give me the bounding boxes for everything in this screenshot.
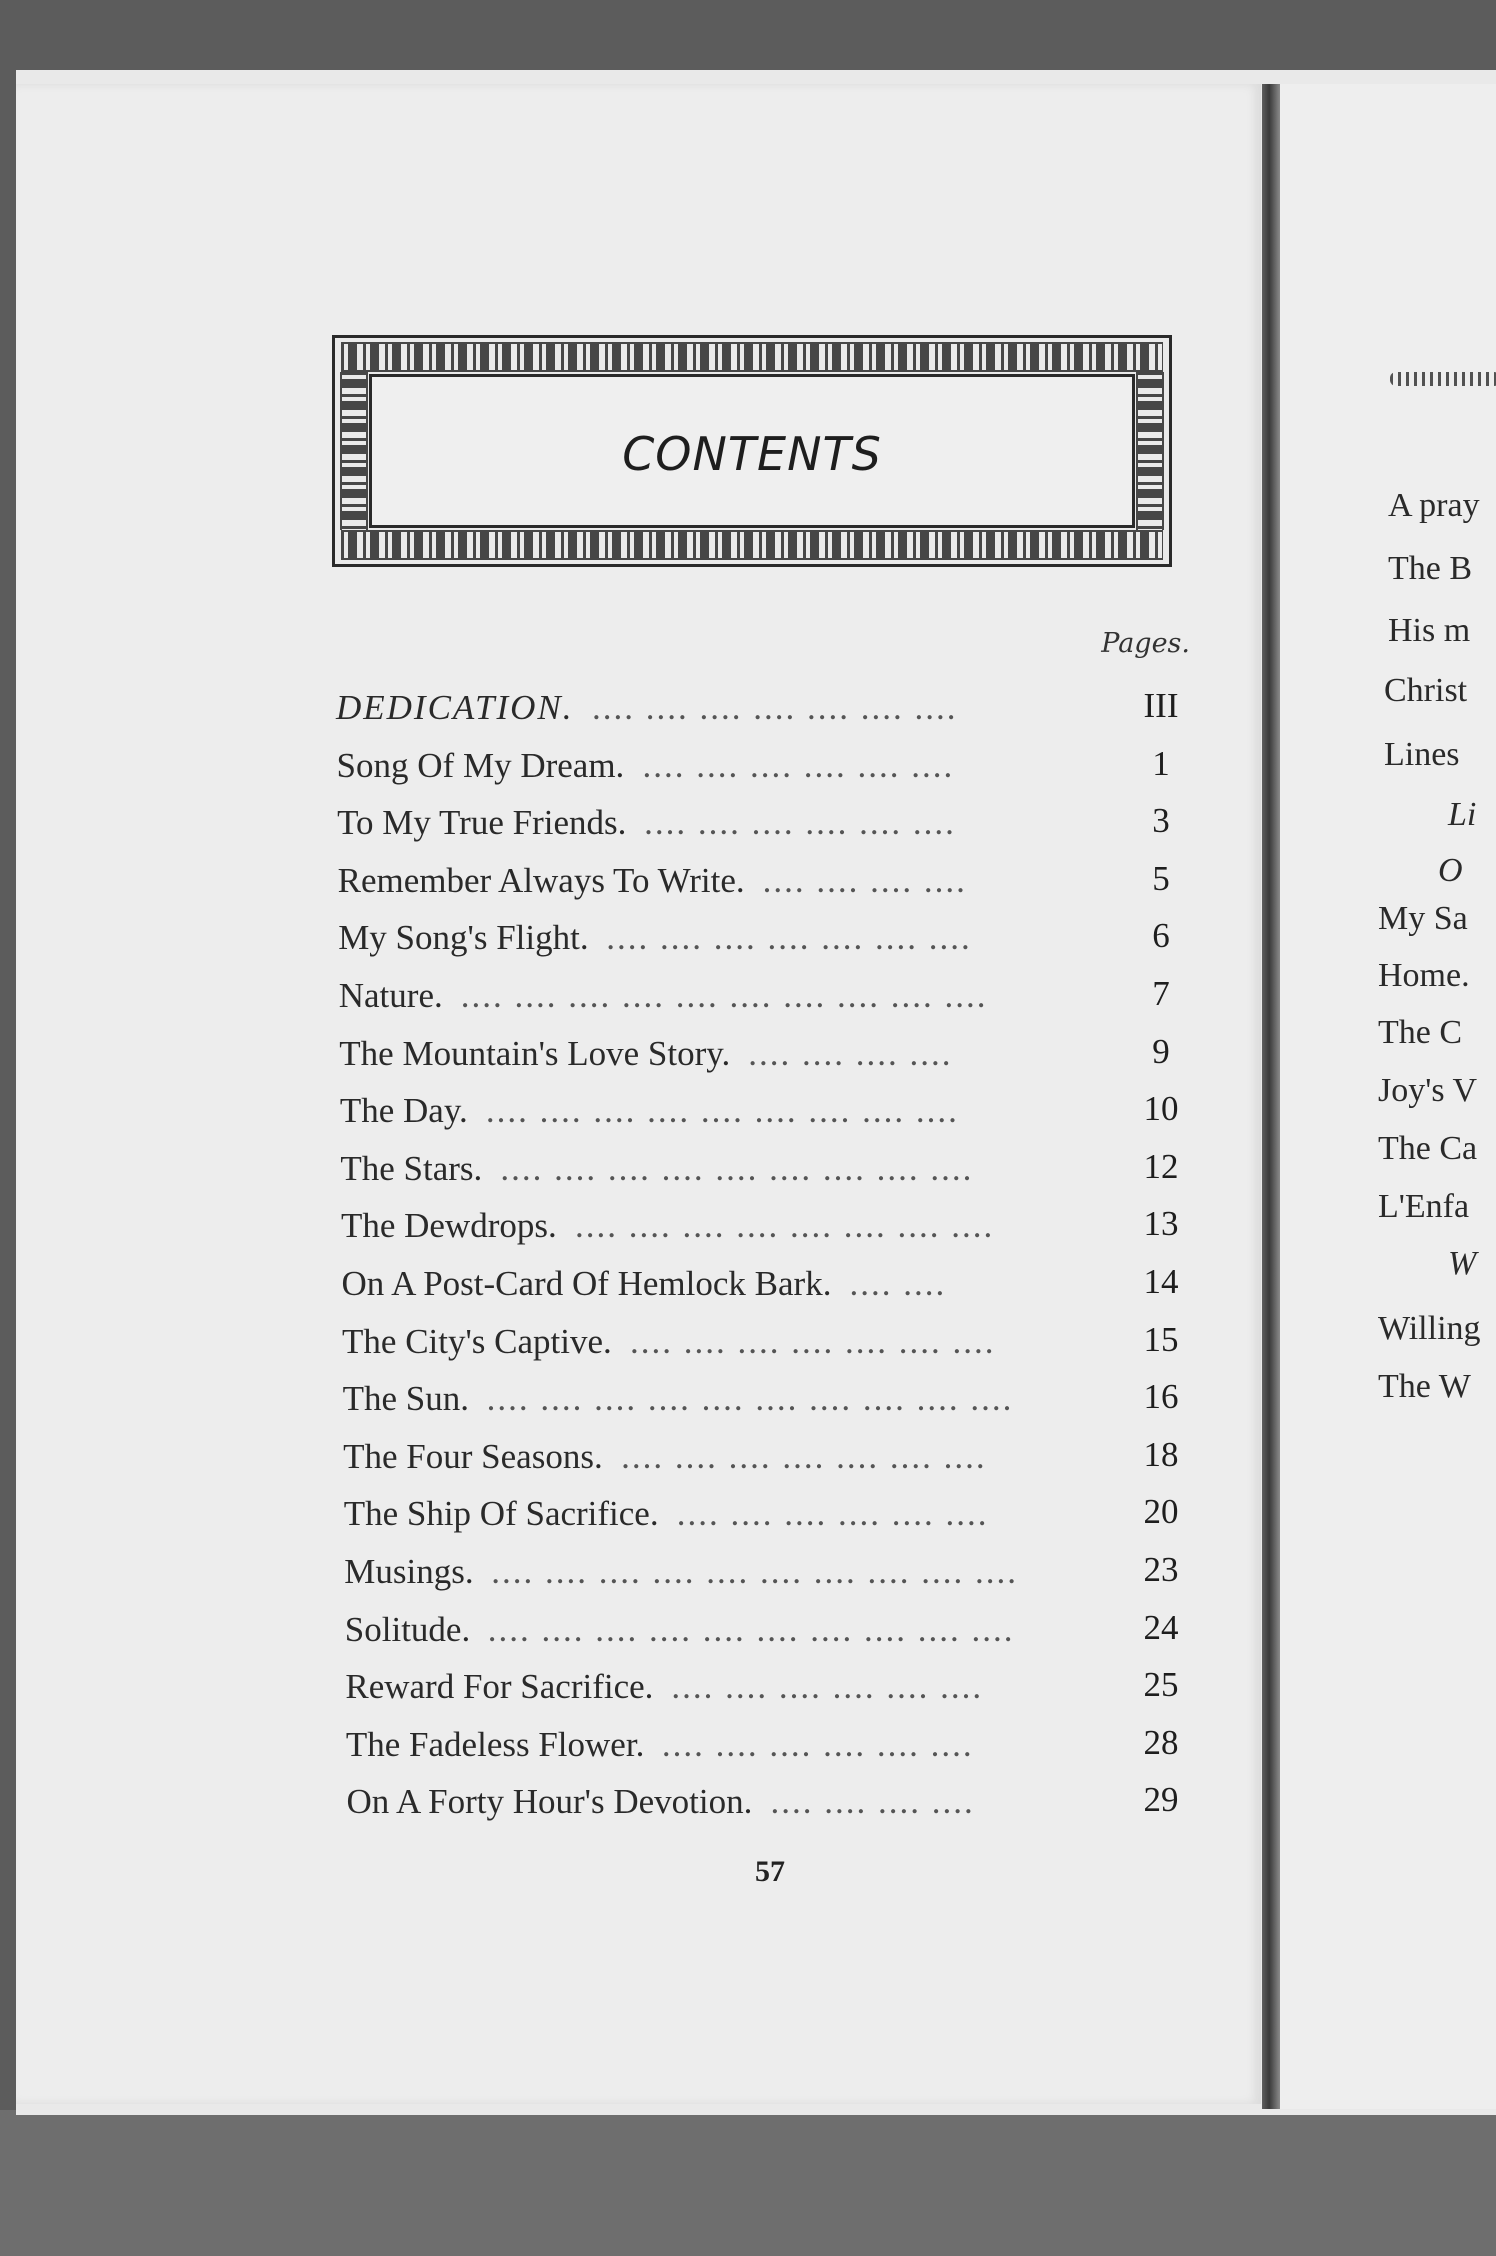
ornament-border-bottom	[341, 530, 1163, 560]
right-page-line: W	[1448, 1245, 1477, 1282]
right-page-line: Home.	[1378, 957, 1470, 994]
toc-entry-page: 3	[1152, 801, 1170, 841]
right-page-line: The Ca	[1378, 1130, 1478, 1167]
toc-entry-title: The Stars.	[340, 1148, 483, 1188]
toc-entry-page: 18	[1143, 1434, 1179, 1474]
toc-leader-dots: .... .... .... .... .... .... .... .... ....	[500, 1148, 974, 1188]
right-page-line: A pray	[1388, 487, 1480, 524]
scanner-backdrop	[0, 2110, 1496, 2256]
toc-entry	[340, 1141, 1196, 1199]
toc-entry-page: 1	[1152, 743, 1170, 783]
toc-entry-page: 29	[1143, 1780, 1179, 1820]
toc-entry-title: The Fadeless Flower.	[345, 1724, 645, 1764]
toc-entry-title: On A Post-Card Of Hemlock Bark.	[341, 1263, 832, 1303]
toc-entry-title: Remember Always To Write.	[337, 860, 745, 900]
toc-entry-title: The Dewdrops.	[340, 1206, 557, 1246]
right-page-line: Li	[1448, 796, 1477, 833]
toc-leader-dots: .... .... .... .... .... .... ....	[621, 1436, 987, 1476]
toc-entry	[336, 680, 1196, 738]
right-page-line: O	[1438, 852, 1463, 889]
toc-entry-page: III	[1143, 686, 1179, 725]
toc-entry-title: The Four Seasons.	[343, 1436, 603, 1476]
right-page-line: My Sa	[1378, 900, 1468, 937]
right-page-line: Willing	[1378, 1310, 1481, 1347]
toc-entry-page: 13	[1143, 1204, 1179, 1244]
toc-entry	[342, 1314, 1196, 1372]
toc-leader-dots: .... .... .... .... .... .... ....	[606, 918, 972, 958]
toc-entry	[346, 1774, 1196, 1832]
toc-entry-page: 14	[1143, 1261, 1179, 1301]
toc-entry-page: 23	[1143, 1549, 1179, 1589]
right-page-line: L'Enfa	[1378, 1188, 1470, 1225]
ornament-border-right	[1136, 372, 1164, 530]
toc-entry-title: The Mountain's Love Story.	[339, 1033, 731, 1073]
toc-entry	[343, 1371, 1196, 1429]
toc-leader-dots: .... .... .... .... .... .... ....	[630, 1321, 996, 1361]
toc-entry-title: On A Forty Hour's Devotion.	[346, 1782, 753, 1822]
right-page-line: The B	[1388, 550, 1473, 587]
toc-leader-dots: .... .... .... ....	[762, 860, 967, 900]
toc-entry-page: 28	[1143, 1722, 1179, 1762]
right-page-line: The W	[1378, 1368, 1471, 1405]
right-page-line: The C	[1378, 1014, 1463, 1051]
toc-leader-dots: .... .... .... ....	[770, 1782, 975, 1822]
toc-leader-dots: .... .... .... .... .... ....	[671, 1667, 984, 1707]
toc-entry-title: The Ship Of Sacrifice.	[343, 1494, 659, 1534]
toc-entry-title: The Day.	[339, 1091, 468, 1131]
toc-entry-title: To My True Friends.	[337, 803, 627, 843]
page-number: 57	[755, 1855, 785, 1888]
toc-entry-title: Reward For Sacrifice.	[345, 1667, 654, 1707]
toc-entry	[338, 910, 1196, 968]
contents-header-box	[332, 335, 1172, 567]
toc-entry	[337, 795, 1196, 853]
toc-entry	[338, 853, 1196, 911]
toc-entry-page: 25	[1143, 1665, 1179, 1705]
toc-entry	[344, 1544, 1196, 1602]
toc-leader-dots: .... .... .... .... .... ....	[644, 803, 956, 843]
toc-leader-dots: .... .... .... .... .... .... .... .... .... ....	[491, 1551, 1018, 1591]
toc-entry-page: 10	[1143, 1089, 1179, 1129]
toc-entry	[342, 1256, 1197, 1314]
toc-entry-page: 9	[1152, 1031, 1170, 1071]
toc-entry	[345, 1659, 1196, 1717]
toc-entry	[340, 1083, 1196, 1141]
toc-entry	[344, 1486, 1196, 1544]
toc-entry-page: 24	[1143, 1607, 1179, 1647]
toc-entry-title: Solitude.	[344, 1609, 471, 1649]
toc-leader-dots: .... .... .... .... .... ....	[642, 745, 955, 785]
toc-entry-title: The City's Captive.	[342, 1321, 612, 1361]
toc-entry	[339, 968, 1196, 1026]
toc-leader-dots: .... .... .... .... .... .... .... .... .... ....	[460, 975, 988, 1015]
table-of-contents	[336, 680, 1196, 1832]
toc-entry	[345, 1602, 1196, 1660]
toc-leader-dots: .... .... .... .... .... ....	[661, 1724, 974, 1764]
toc-entry-page: 15	[1143, 1319, 1179, 1359]
toc-entry-title: Nature.	[338, 975, 443, 1015]
book-gutter	[1262, 84, 1280, 2109]
toc-entry	[339, 1026, 1196, 1084]
toc-entry-page: 20	[1143, 1492, 1179, 1532]
toc-leader-dots: .... .... .... .... .... .... .... .... .... ....	[487, 1609, 1015, 1649]
ornament-border-top	[341, 342, 1163, 372]
toc-entry-page: 7	[1152, 973, 1170, 1013]
toc-entry-page: 5	[1152, 858, 1170, 898]
toc-leader-dots: .... .... .... .... .... .... .... ....	[574, 1206, 995, 1246]
right-page-line: Joy's V	[1378, 1072, 1478, 1109]
right-page-line: His m	[1388, 612, 1471, 649]
right-page-line: Christ	[1384, 672, 1468, 709]
toc-entry-title: DEDICATION.	[336, 688, 574, 727]
toc-entry-title: Song Of My Dream.	[336, 745, 625, 785]
toc-leader-dots: .... .... .... .... .... .... ....	[592, 688, 958, 727]
right-page-ornament	[1390, 372, 1496, 386]
toc-leader-dots: .... .... .... .... .... ....	[676, 1494, 989, 1534]
toc-entry	[341, 1198, 1196, 1256]
pages-column-label: Pages.	[1101, 628, 1190, 659]
toc-entry-title: My Song's Flight.	[338, 918, 589, 958]
toc-leader-dots: .... .... .... .... .... .... .... .... .... ....	[486, 1379, 1014, 1419]
toc-leader-dots: .... .... .... .... .... .... .... .... ....	[485, 1091, 959, 1131]
toc-entry-page: 12	[1143, 1146, 1179, 1186]
toc-entry-page: 6	[1152, 916, 1170, 956]
toc-leader-dots: .... .... .... ....	[748, 1033, 953, 1073]
toc-leader-dots: .... ....	[849, 1263, 947, 1303]
toc-entry-page: 16	[1143, 1377, 1179, 1417]
toc-entry-title: Musings.	[344, 1551, 474, 1591]
toc-entry	[343, 1429, 1196, 1487]
header-inner-panel	[369, 374, 1135, 528]
page-title: CONTENTS	[622, 427, 882, 481]
toc-entry	[346, 1717, 1196, 1775]
toc-entry	[337, 738, 1196, 796]
ornament-border-left	[340, 372, 368, 530]
toc-entry-title: The Sun.	[342, 1379, 469, 1419]
right-page-line: Lines	[1384, 736, 1460, 773]
